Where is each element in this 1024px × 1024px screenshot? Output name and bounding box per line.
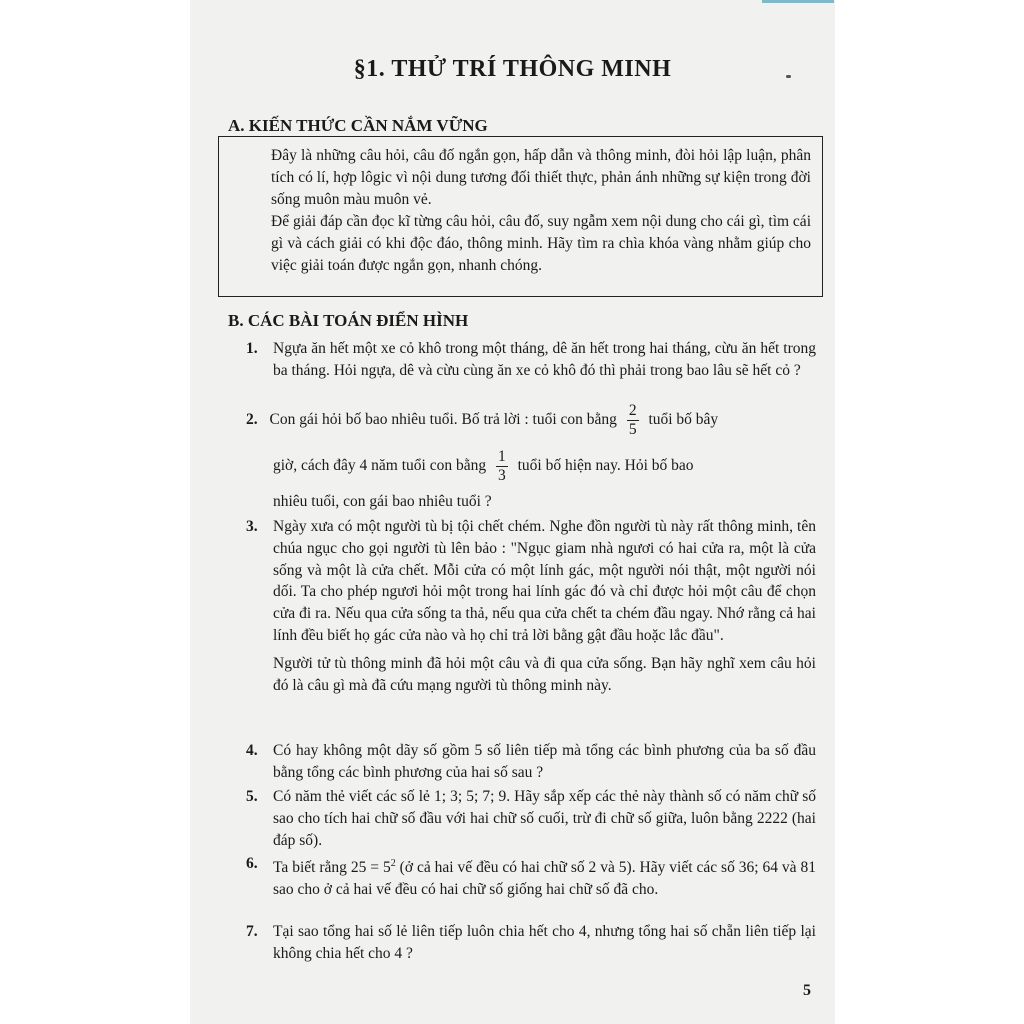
top-edge-mark	[762, 0, 834, 3]
problem-number: 3.	[246, 518, 258, 535]
problem-number: 6.	[246, 855, 258, 872]
problem-text: Có hay không một dãy số gồm 5 số liên tiếp mà tổng các bình phương của ba số đầu bằng tổng các bình phương của hai số sau ?	[273, 742, 816, 781]
problem-text: Con gái hỏi bố bao nhiêu tuổi. Bố trả lời : tuổi con bằng	[269, 411, 617, 429]
problem-number: 5.	[246, 788, 258, 805]
problem-1	[246, 338, 816, 382]
problem-number: 1.	[246, 340, 258, 357]
page-title: §1. THỬ TRÍ THÔNG MINH	[353, 56, 672, 82]
problem-text-continued: Người tử tù thông minh đã hỏi một câu và đi qua cửa sống. Bạn hãy nghĩ xem câu hỏi đó là câu gì mà đã cứu mạng người tù thông minh này.	[273, 654, 816, 694]
problem-4	[246, 740, 816, 784]
denominator: 3	[497, 467, 506, 484]
knowledge-paragraph-1: Đây là những câu hỏi, câu đố ngắn gọn, hấp dẫn và thông minh, đòi hỏi lập luận, phân tích có lí, hợp lôgic vì nội dung tương đối thiết thực, phản ánh những sự kiện trong đời sống muôn màu muôn vẻ.	[271, 147, 811, 208]
problem-text	[273, 853, 816, 901]
problem-text: Tại sao tổng hai số lẻ liên tiếp luôn chia hết cho 4, nhưng tổng hai số chẵn liên tiếp lại không chia hết cho 4 ?	[273, 923, 816, 962]
problem-number: 7.	[246, 923, 258, 940]
problem-5	[246, 786, 816, 851]
fraction-one-third	[496, 448, 508, 485]
problem-6	[246, 853, 816, 901]
knowledge-paragraph-2: Để giải đáp cần đọc kĩ từng câu hỏi, câu đố, suy ngẫm xem nội dung cho cái gì, tìm cái gì và cách giải có khi độc đáo, thông minh. Hãy tìm ra chìa khóa vàng nhằm giúp cho việc giải toán được ngắn gọn, nhanh chóng.	[271, 213, 811, 274]
problem-text-start: Ta biết rằng 25 = 5	[273, 859, 391, 877]
problem-2-line-2	[273, 448, 816, 485]
page-number: 5	[803, 982, 811, 999]
numerator: 1	[497, 448, 506, 465]
problem-3	[246, 516, 816, 696]
section-a-heading: A. KIẾN THỨC CẦN NẮM VỮNG	[228, 116, 488, 135]
problem-text: tuổi bố hiện nay. Hỏi bố bao	[517, 457, 694, 475]
numerator: 2	[628, 402, 637, 419]
problem-7	[246, 921, 816, 965]
section-b-heading: B. CÁC BÀI TOÁN ĐIỂN HÌNH	[228, 311, 469, 330]
problem-number: 2.	[246, 411, 258, 429]
exponent: 2	[390, 858, 396, 869]
problem-text: Ngày xưa có một người tù bị tội chết chém. Nghe đồn người tù này rất thông minh, tên chúa ngục cho gọi người tù lên bảo : "Ngục giam nhà ngươi có hai cửa ra, một là cửa sống và một là cửa chết. Mỗi cửa có một lính gác, một người nói thật, một người nói dối. Ta cho phép ngươi hỏi một trong hai lính gác đó và chỉ được hỏi một câu để chọn cửa đi ra. Nếu qua cửa sống ta thả, nếu qua cửa chết ta chém đầu ngay. Nhớ rằng cả hai lính đều biết họ gác cửa nào và họ chỉ trả lời bằng gật đầu hoặc lắc đầu".	[273, 518, 816, 644]
denominator: 5	[628, 421, 637, 438]
problem-number: 4.	[246, 742, 258, 759]
problem-text-end: (ở cả hai vế đều có hai chữ số 2 và 5). Hãy viết các số 36; 64 và 81 sao cho ở cả hai vế đều có hai chữ số giống hai chữ số đã cho.	[273, 859, 817, 898]
problem-text: tuổi bố bây	[648, 411, 719, 429]
problem-text: Có năm thẻ viết các số lẻ 1; 3; 5; 7; 9. Hãy sắp xếp các thẻ này thành số có năm chữ số sao cho tích hai chữ số đầu với hai chữ số cuối, trừ đi chữ số giữa, luôn bằng 2222 (hai đáp số).	[273, 788, 816, 849]
problem-text: Ngựa ăn hết một xe cỏ khô trong một tháng, dê ăn hết trong hai tháng, cừu ăn hết trong ba tháng. Hỏi ngựa, dê và cừu cùng ăn xe cỏ khô đó thì phải trong bao lâu sẽ hết cỏ ?	[273, 340, 816, 379]
fraction-two-fifths	[627, 402, 639, 439]
problem-text: giờ, cách đây 4 năm tuổi con bằng	[273, 457, 487, 475]
problem-2-line-1	[246, 402, 816, 439]
knowledge-box	[218, 136, 823, 297]
problem-2-line-3: nhiêu tuổi, con gái bao nhiêu tuổi ?	[273, 493, 492, 510]
